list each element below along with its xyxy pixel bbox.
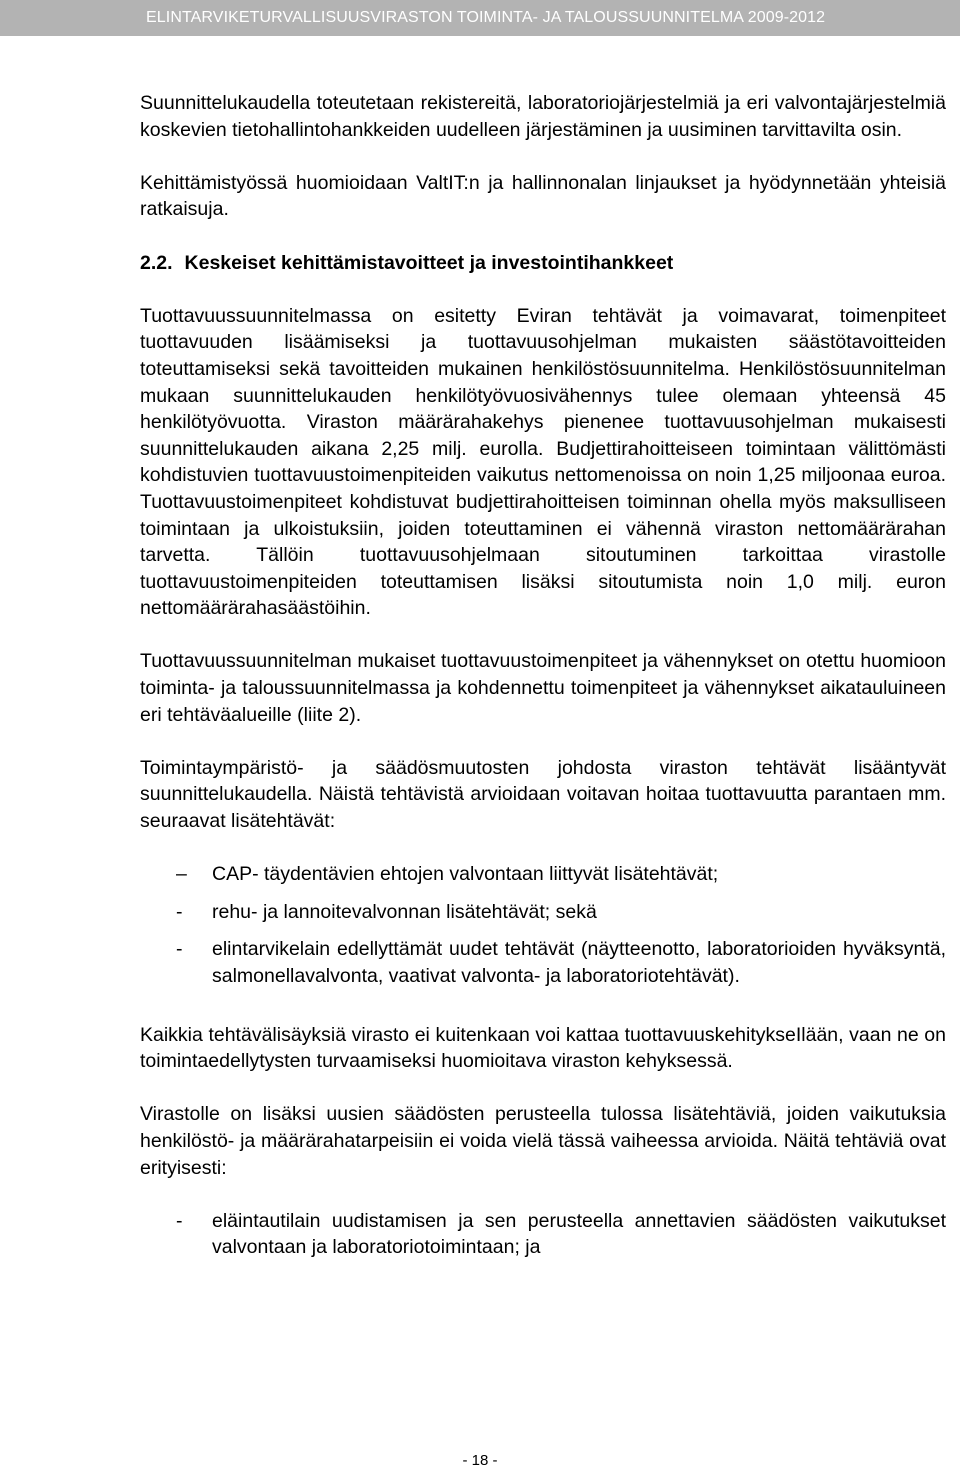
list-dash: - (176, 1209, 183, 1232)
list-item (140, 936, 946, 989)
list-dash: - (176, 938, 183, 961)
paragraph-intro-2: Kehittämistyössä huomioidaan ValtIT:n ja hallinnonalan linjaukset ja hyödynnetään yhteisiä ratkaisuja. (140, 171, 946, 221)
list-dash: - (176, 900, 183, 923)
paragraph-intro-1: Suunnittelukaudella toteutetaan rekistereitä, laboratoriojärjestelmiä ja eri valvontajärjestelmiä koskevien tietohallintohankkeiden uudelleen järjestäminen ja uusiminen tarvittavilta osin. (140, 92, 946, 141)
additional-tasks-list (140, 861, 946, 989)
paragraph-productivity-plan: Tuottavuussuunnitelmassa on esitetty Eviran tehtävät ja voimavarat, toimenpiteet tuottavuuden lisäämiseksi ja tuottavuusohjelman mukaisten säästötavoitteiden toteuttamiseksi sekä tavoitteiden mukainen henkilöstösuunnitelma. Henkilöstösuunnitelman mukaan suunnittelukauden henkilötyövuosivähennys tulee olemaan yhteensä 45 henkilötyövuotta. Viraston määrärahakehys pienenee tuottavuusohjelman mukaisesti suunnittelukauden aikana 2,25 milj. eurolla. Budjettirahoitteiseen toimintaan välittömästi kohdistuvien tuottavuustoimenpiteiden vaikutus nettomenoissa on noin 1,25 miljoonaa euroa. Tuottavuustoimenpiteet kohdistuvat budjettirahoitteisen toiminnan ohella myös maksulliseen toimintaan ja ulkoistuksiin, joiden toteuttaminen ei vähennä viraston nettomäärärahan tarvetta. Tällöin tuottavuusohjelmaan sitoutuminen tarkoittaa virastolle tuottavuustoimenpiteiden toteuttamisen lisäksi sitoutumista noin 1,0 milj. euron nettomäärärahasäästöihin. (140, 304, 946, 620)
list-item-text: CAP- täydentävien ehtojen valvontaan liittyvät lisätehtävät; (212, 863, 719, 886)
list-item (140, 861, 946, 888)
list-item-text: eläintautilain uudistamisen ja sen perusteella annettavien säädösten vaikutukset valvontaan ja laboratoriotoimintaan; ja (212, 1209, 946, 1259)
paragraph-new-regulations: Virastolle on lisäksi uusien säädösten perusteella tulossa lisätehtäviä, joiden vaikutuksia henkilöstö- ja määrärahatarpeisiin ei voida vielä tässä vaiheessa arvioida. Näitä tehtäviä ovat erityisesti: (140, 1103, 946, 1179)
new-tasks-list (140, 1208, 946, 1261)
paragraph-task-coverage: Kaikkia tehtävälisäyksiä virasto ei kuitenkaan voi kattaa tuottavuuskehitykseIlään, vaan ne on toimintaedellytysten turvaamiseksi huomioitava viraston kehyksessä. (140, 1023, 946, 1073)
section-title: Keskeiset kehittämistavoitteet ja investointihankkeet (184, 251, 674, 274)
document-header: ELINTARVIKETURVALLISUUSVIRASTON TOIMINTA- JA TALOUSSUUNNITELMA 2009-2012 (0, 0, 960, 36)
page-number: - 18 - (462, 1452, 498, 1469)
list-dash: – (176, 863, 187, 886)
paragraph-additional-tasks: Toimintaympäristö- ja säädösmuutosten johdosta viraston tehtävät lisääntyvät suunnittelukaudella. Näistä tehtävistä arvioidaan voitavan hoitaa tuottavuutta parantaen mm. seuraavat lisätehtävät: (140, 756, 946, 833)
list-item-text: elintarvikelain edellyttämät uudet tehtävät (näytteenotto, laboratorioiden hyväksyntä, salmonellavalvonta, vaativat valvonta- ja laboratoriotehtävät). (212, 938, 946, 987)
list-item-text: rehu- ja lannoitevalvonnan lisätehtävät; sekä (212, 900, 597, 923)
list-item (140, 1208, 946, 1261)
document-body (140, 90, 946, 1288)
section-heading (140, 250, 946, 277)
list-item (140, 899, 946, 926)
section-number: 2.2. (140, 251, 173, 274)
paragraph-productivity-measures: Tuottavuussuunnitelman mukaiset tuottavuustoimenpiteet ja vähennykset on otettu huomioon toiminta- ja taloussuunnitelmassa ja kohdennettu toimenpiteet ja vähennykset aikatauluineen eri tehtäväalueille (liite 2). (140, 650, 946, 726)
